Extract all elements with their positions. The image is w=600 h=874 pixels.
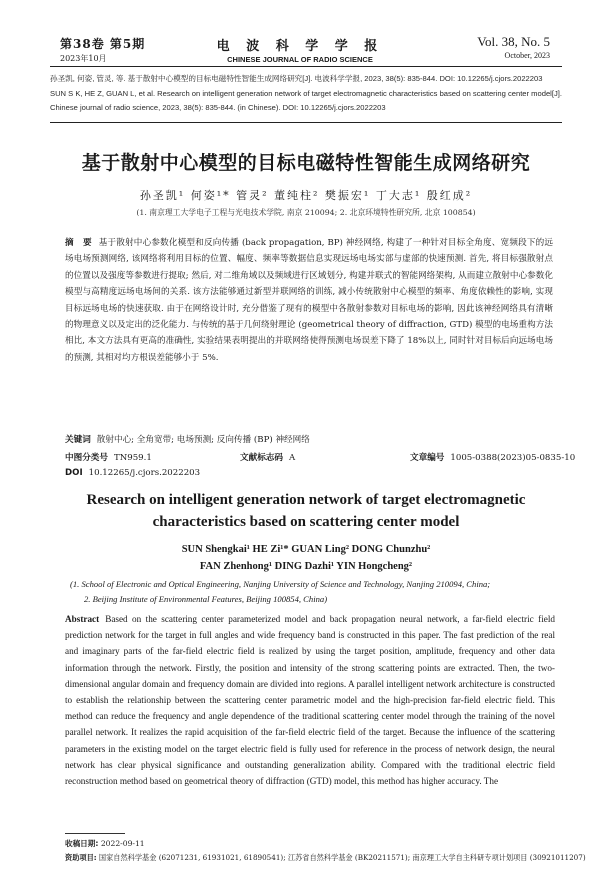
date-en: October, 2023 [504, 51, 550, 60]
funding [65, 851, 586, 865]
keywords-cn-label: 关键词 [65, 435, 91, 445]
date-cn: 2023年10月 [60, 54, 107, 63]
citation-en-line2: Chinese journal of radio science, 2023, 38(5): 835-844. (in Chinese). DOI: 10.12265/j.cjors.2022203 [50, 103, 386, 112]
citation-block [50, 72, 562, 116]
received-value: 2022-09-11 [100, 839, 145, 848]
article-number-value: 1005-0388(2023)05-0835-10 [450, 453, 576, 463]
affiliation-en-line1: (1. School of Electronic and Optical Engineering, Nanjing University of Science and Technology, Nanjing 210094, China; [70, 579, 491, 589]
journal-volume-en [400, 34, 550, 60]
funding-value: 国家自然科学基金 (62071231, 61931021, 61890541); 江苏省自然科学基金 (BK20211571); 南京理工大学自主科研专项计划项目 (30921011207) [98, 853, 586, 862]
footnote-rule [65, 833, 125, 834]
authors-en [50, 541, 562, 575]
citation-rule [50, 122, 562, 123]
authors-cn: 孙圣凯¹ 何姿¹* 管灵² 董纯柱² 樊振宏¹ 丁大志¹ 殷红成² [139, 189, 473, 202]
authors-en-line2: FAN Zhenhong¹ DING Dazhi¹ YIN Hongcheng² [199, 561, 413, 572]
authors-en-line1: SUN Shengkai¹ HE Zi¹* GUAN Ling² DONG Chunzhu² [181, 544, 431, 555]
keywords-cn-text: 散射中心; 全角宽带; 电场预测; 反向传播 (BP) 神经网络 [96, 435, 310, 445]
received-label: 收稿日期: [65, 839, 99, 848]
abstract-en-text: Based on the scattering center parameterized model and back propagation neural network, a far-field electric field prediction network for the target in full angles and wide frequency band is constructed in this paper. The fast prediction of the real and imaginary parts of the far-field electric field is realized by using the target position, amplitude, frequency and other data information through the network. Firstly, the position and intensity of the strong scattering points are extracted. Then, the two-dimensional angular domain and frequency domain are divided into regions. A parallel intelligent network architecture is constructed to establish the relationship between the scattering center parametric model and the high-precision far-field electric field. This method can reduce the frequency and angle dependence of the traditional scattering center model through the training of the novel parallel network. It realizes the rapid acquisition of the far-field electric field of the target. Because the influence of the scattering parameters in the existing model on the target electric field is fully used for reference in the process of network design, the neural network has clear physical significance and outstanding generalization ability. Compared with the traditional electric field reconstruction method based on geometrical theory of diffraction (GTD) model, this method has higher accuracy. The [65, 614, 555, 787]
journal-name-en: CHINESE JOURNAL OF RADIO SCIENCE [227, 55, 373, 64]
doc-code-value: A [288, 453, 296, 463]
article-number-label: 文章编号 [410, 453, 445, 463]
doi-label: DOI [65, 468, 83, 478]
doi-value: 10.12265/j.cjors.2022203 [88, 468, 201, 478]
journal-name-cn: 电 波 科 学 学 报 [216, 39, 384, 54]
header-rule [50, 66, 562, 67]
title-en-line1: Research on intelligent generation network of target electromagnetic [86, 492, 526, 508]
volume-issue-cn: 第38卷 第5期 [60, 37, 146, 51]
volume-issue-en: Vol. 38, No. 5 [477, 34, 550, 49]
keywords-cn [65, 433, 553, 445]
abstract-cn-text: 基于散射中心参数化模型和反向传播 (back propagation, BP) 神经网络, 构建了一种针对目标全角度、宽频段下的远场电场预测网络, 该网络将利用目标的位置、幅度、频率等数据信息实现远场电场实部与虚部的快速预测. 首先, 将目标强散射点的位置以及强度等参数进行提取; 然后, 对二维角域以及频域进行区域划分, 构建并联式的智能网络架构, 从而建立散射中心参数化模型与高精度远场电场间的关系. 该方法能够通过新型并联网络的训练, 减小传统散射中心模型的频率、角度依赖性的影响, 实现目标远场电场的快速获取. 由于在网络设计时, 充分借鉴了现有的模型中各散射参数对目标电场的影响, 因此该神经网络具有清晰的物理意义以及定出的泛化能力. 与传统的基于几何绕射理论 (geometrical theory of diffraction, GTD) 模型的电场重构方法相比, 本文方法具有更高的准确性, 实验结果表明提出的并联网络使得预测电场误差下降了 18%以上, 同时针对目标后向远场电场的预测, 其相对均方根误差能够小于 5%. [65, 238, 553, 363]
affiliation-en [70, 577, 560, 607]
clc-value: TN959.1 [113, 453, 152, 463]
doi-line [65, 468, 553, 478]
classification-line [65, 451, 576, 463]
abstract-en-label: Abstract [65, 614, 100, 624]
clc-label: 中图分类号 [65, 453, 108, 463]
affiliation-en-line2: 2. Beijing Institute of Environmental Features, Beijing 100854, China) [84, 594, 328, 604]
citation-en-line1: SUN S K, HE Z, GUAN L, et al. Research on intelligent generation network of target electromagnetic characteristics based on scattering center model[J]. [50, 88, 562, 98]
abstract-cn-label: 摘 要 [65, 238, 95, 248]
doc-code-label: 文献标志码 [240, 453, 283, 463]
funding-label: 资助项目: [65, 853, 97, 862]
title-en-line2: characteristics based on scattering center model [152, 514, 460, 530]
affiliation-cn: (1. 南京理工大学电子工程与光电技术学院, 南京 210094; 2. 北京环境特性研究所, 北京 100854) [136, 208, 476, 217]
citation-cn: 孙圣凯, 何姿, 管灵, 等. 基于散射中心模型的目标电磁特性智能生成网络研究[J]. 电波科学学报, 2023, 38(5): 835-844. DOI: 10.12265/j.cjors.2022203 [50, 74, 543, 83]
received-date [65, 837, 555, 851]
abstract-en [65, 611, 555, 789]
title-en [50, 489, 562, 533]
title-cn: 基于散射中心模型的目标电磁特性智能生成网络研究 [81, 152, 531, 174]
abstract-cn [65, 235, 553, 366]
